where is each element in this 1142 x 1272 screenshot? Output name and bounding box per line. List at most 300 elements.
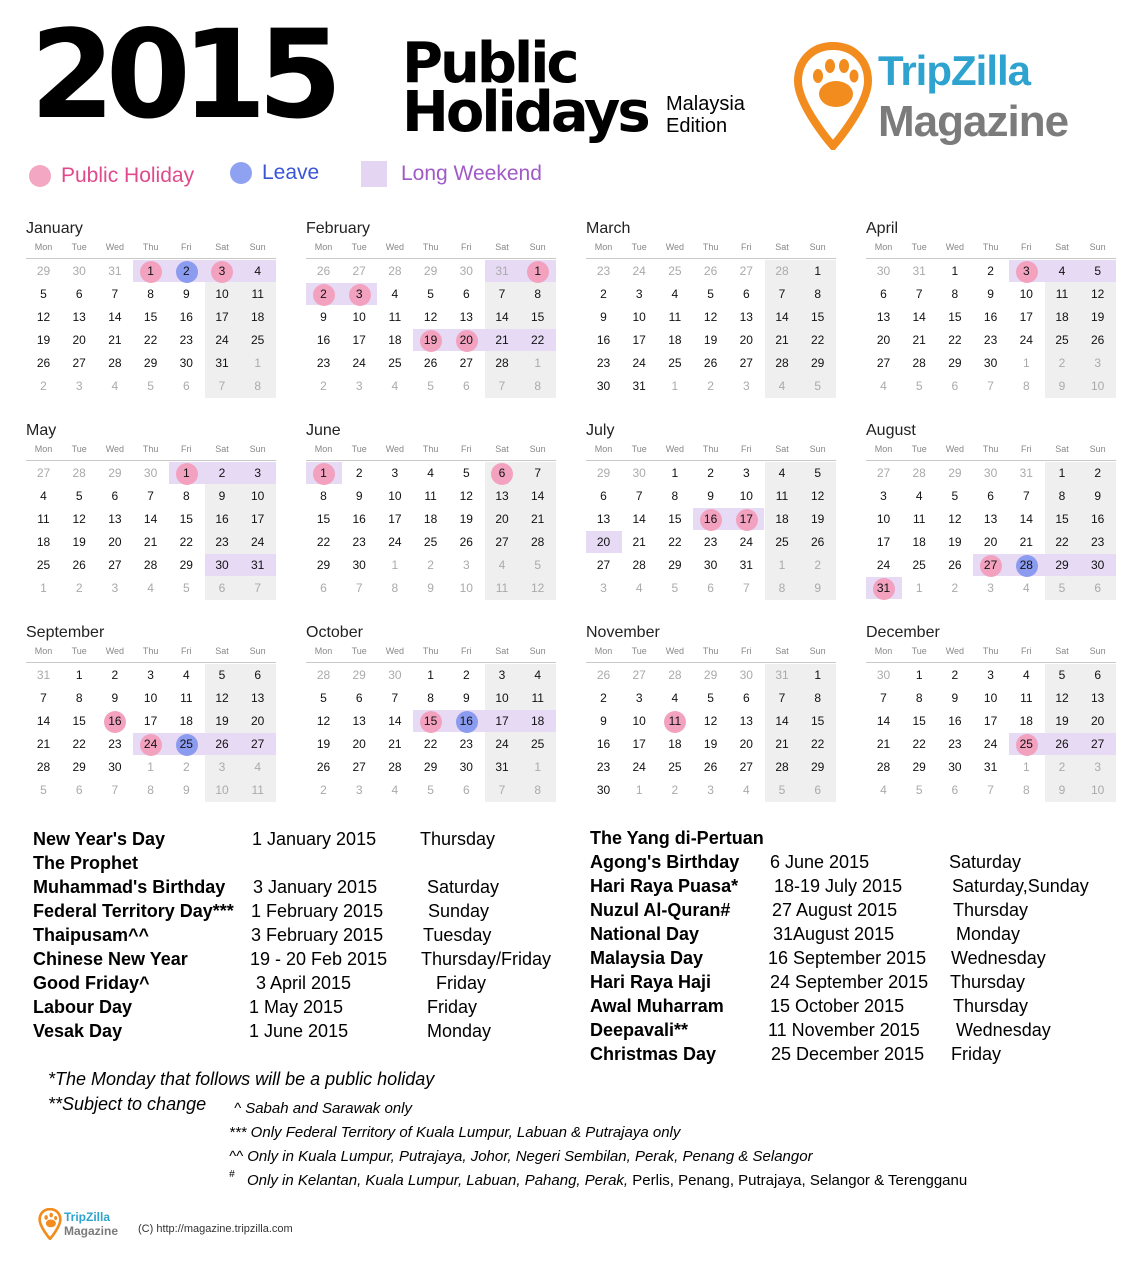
day-cell: 13 xyxy=(108,512,122,526)
day-cell: 1 xyxy=(915,581,923,595)
day-cell: 8 xyxy=(147,783,154,797)
weekday-label: Tue xyxy=(631,242,647,252)
day-cell: 16 xyxy=(596,333,611,347)
day-cell: 6 xyxy=(462,379,470,393)
day-cell: 6 xyxy=(218,581,226,595)
day-cell: 6 xyxy=(462,783,470,797)
legend-label: Public Holiday xyxy=(61,164,195,187)
day-cell: 11 xyxy=(495,581,509,595)
day-cell: 1 xyxy=(534,760,542,774)
day-cell: 6 xyxy=(707,581,714,595)
day-cell: 27 xyxy=(251,737,265,751)
day-cell: 31 xyxy=(251,558,265,572)
day-cell: 31 xyxy=(912,264,926,278)
day-cell: 24 xyxy=(1019,333,1033,347)
day-cell: 6 xyxy=(1094,668,1102,682)
day-cell: 12 xyxy=(459,489,473,503)
day-cell: 28 xyxy=(876,760,891,774)
weekday-label: Thu xyxy=(142,444,159,454)
day-cell: 28 xyxy=(912,466,926,480)
day-cell: 25 xyxy=(668,760,682,774)
weekday-label: Fri xyxy=(1021,646,1032,656)
day-cell: 4 xyxy=(671,691,679,705)
day-cell: 24 xyxy=(632,760,646,774)
day-cell: 7 xyxy=(987,379,994,393)
note-federal: *** Only Federal Territory of Kuala Lumpur, Labuan & Putrajaya only xyxy=(229,1124,681,1141)
day-cell: 5 xyxy=(915,379,923,393)
day-cell: 29 xyxy=(316,558,331,572)
weekday-label: Fri xyxy=(181,646,192,656)
day-cell: 4 xyxy=(111,379,119,393)
weekday-label: Tue xyxy=(351,646,367,656)
day-cell: 11 xyxy=(1055,287,1069,301)
day-cell: 5 xyxy=(915,783,923,797)
day-cell: 25 xyxy=(36,558,51,572)
month-name: May xyxy=(26,422,57,439)
holiday-name: New Year's Day xyxy=(33,829,166,849)
day-cell: 21 xyxy=(36,737,51,751)
day-cell: 4 xyxy=(427,466,434,480)
day-cell: 3 xyxy=(880,489,887,503)
weekday-label: Fri xyxy=(461,444,472,454)
day-cell: 15 xyxy=(423,714,438,728)
day-cell: 23 xyxy=(215,535,229,549)
day-cell: 8 xyxy=(534,379,542,393)
day-cell: 15 xyxy=(1055,512,1069,526)
weekday-label: Sat xyxy=(495,646,509,656)
day-cell: 21 xyxy=(108,333,122,347)
day-cell: 15 xyxy=(811,310,825,324)
day-cell: 22 xyxy=(811,333,825,347)
day-cell: 3 xyxy=(147,668,154,682)
month-name: January xyxy=(26,220,83,237)
month-january xyxy=(26,220,276,400)
day-cell: 12 xyxy=(316,714,331,728)
day-cell: 3 xyxy=(254,466,262,480)
day-cell: 15 xyxy=(811,714,825,728)
day-cell: 27 xyxy=(739,356,753,370)
day-cell: 26 xyxy=(948,558,962,572)
day-cell: 13 xyxy=(739,714,753,728)
day-cell: 19 xyxy=(1055,714,1069,728)
day-cell: 12 xyxy=(215,691,229,705)
day-cell: 18 xyxy=(1019,714,1033,728)
holiday-date: 18-19 July 2015 xyxy=(774,876,903,896)
day-cell: 28 xyxy=(632,558,646,572)
day-cell: 29 xyxy=(668,558,682,572)
day-cell: 7 xyxy=(880,691,887,705)
day-cell: 13 xyxy=(1091,691,1105,705)
day-cell: 8 xyxy=(534,287,542,301)
holiday-weekday: Thursday xyxy=(420,829,496,849)
day-cell: 11 xyxy=(668,714,682,728)
day-cell: 27 xyxy=(72,356,86,370)
holiday-weekday: Thursday/Friday xyxy=(421,949,552,969)
day-cell: 4 xyxy=(1058,264,1066,278)
day-cell: 4 xyxy=(880,379,887,393)
day-cell: 16 xyxy=(179,310,193,324)
weekday-label: Thu xyxy=(982,444,999,454)
day-cell: 7 xyxy=(987,783,994,797)
weekday-label: Sun xyxy=(529,646,546,656)
day-cell: 30 xyxy=(983,466,998,480)
day-cell: 1 xyxy=(427,668,434,682)
day-cell: 31 xyxy=(495,760,509,774)
day-cell: 29 xyxy=(811,356,825,370)
day-cell: 12 xyxy=(1055,691,1069,705)
weekday-label: Fri xyxy=(461,242,472,252)
day-cell: 8 xyxy=(75,691,83,705)
header-divider xyxy=(586,662,836,663)
day-cell: 27 xyxy=(983,558,998,572)
day-cell: 7 xyxy=(534,466,542,480)
day-cell: 5 xyxy=(534,558,542,572)
day-cell: 18 xyxy=(531,714,545,728)
day-cell: 21 xyxy=(775,333,789,347)
weekday-label: Sun xyxy=(809,646,826,656)
day-cell: 3 xyxy=(462,558,470,572)
weekday-label: Thu xyxy=(702,242,719,252)
day-cell: 31 xyxy=(739,558,753,572)
legend-label: Long Weekend xyxy=(401,162,542,185)
day-cell: 4 xyxy=(498,558,506,572)
day-cell: 25 xyxy=(423,535,438,549)
day-cell: 31 xyxy=(108,264,122,278)
day-cell: 27 xyxy=(352,264,366,278)
day-cell: 30 xyxy=(459,264,473,278)
holiday-date: 27 August 2015 xyxy=(772,900,898,920)
day-cell: 29 xyxy=(703,668,718,682)
holiday-date: 6 June 2015 xyxy=(770,852,870,872)
edition-country: Malaysia xyxy=(666,93,745,115)
day-cell: 16 xyxy=(352,512,366,526)
legend-label: Leave xyxy=(262,161,320,184)
day-cell: 19 xyxy=(459,512,473,526)
day-cell: 10 xyxy=(1091,379,1105,393)
day-cell: 13 xyxy=(983,512,998,526)
day-cell: 23 xyxy=(703,535,718,549)
header-divider xyxy=(26,662,276,663)
holiday-name: Nuzul Al-Quran# xyxy=(590,900,731,920)
weekday-label: Wed xyxy=(665,646,685,656)
day-cell: 9 xyxy=(182,287,190,301)
day-cell: 1 xyxy=(147,760,154,774)
header-divider xyxy=(26,460,276,461)
holiday-date: 11 November 2015 xyxy=(768,1020,920,1040)
day-cell: 26 xyxy=(1091,333,1105,347)
weekday-label: Thu xyxy=(982,242,999,252)
day-cell: 25 xyxy=(775,535,789,549)
day-cell: 10 xyxy=(143,691,158,705)
day-cell: 2 xyxy=(320,287,327,301)
day-cell: 14 xyxy=(775,310,789,324)
day-cell: 29 xyxy=(948,356,962,370)
weekday-label: Sun xyxy=(249,444,266,454)
weekday-label: Sat xyxy=(1055,242,1069,252)
day-cell: 1 xyxy=(391,558,399,572)
day-cell: 27 xyxy=(876,466,891,480)
day-cell: 30 xyxy=(1091,558,1105,572)
day-cell: 11 xyxy=(251,783,264,797)
weekday-header xyxy=(306,242,556,256)
holiday-date: 3 April 2015 xyxy=(256,973,352,993)
day-cell: 9 xyxy=(987,287,994,301)
day-cell: 31 xyxy=(775,668,789,682)
day-cell: 26 xyxy=(1055,737,1069,751)
day-cell: 1 xyxy=(1058,466,1066,480)
weekday-header xyxy=(306,444,556,458)
weekday-label: Tue xyxy=(351,242,367,252)
day-cell: 16 xyxy=(108,714,122,728)
day-cell: 3 xyxy=(498,668,506,682)
day-cell: 5 xyxy=(427,287,434,301)
day-cell: 2 xyxy=(111,668,119,682)
day-cell: 23 xyxy=(352,535,366,549)
day-cell: 9 xyxy=(111,691,119,705)
day-cell: 6 xyxy=(814,783,822,797)
day-cell: 3 xyxy=(111,581,119,595)
day-cell: 9 xyxy=(462,691,470,705)
weekday-label: Sun xyxy=(249,242,266,252)
day-cell: 1 xyxy=(635,783,643,797)
day-cell: 10 xyxy=(739,489,753,503)
day-cell: 7 xyxy=(915,287,923,301)
day-cell: 30 xyxy=(215,558,229,572)
day-cell: 8 xyxy=(1022,379,1030,393)
day-cell: 18 xyxy=(423,512,438,526)
holiday-name: Thaipusam^^ xyxy=(33,925,150,945)
day-cell: 11 xyxy=(912,512,926,526)
day-cell: 19 xyxy=(703,333,718,347)
day-cell: 19 xyxy=(316,737,331,751)
day-cell: 29 xyxy=(811,760,825,774)
footer-logo-text-tripzilla: TripZilla xyxy=(64,1210,111,1224)
day-cell: 7 xyxy=(498,287,506,301)
weekday-label: Sat xyxy=(1055,444,1069,454)
weekday-label: Mon xyxy=(314,242,333,252)
note-nuzul xyxy=(247,1173,967,1188)
day-cell: 21 xyxy=(495,333,509,347)
day-cell: 30 xyxy=(703,558,718,572)
weekday-label: Tue xyxy=(911,444,927,454)
day-cell: 2 xyxy=(1094,466,1102,480)
day-cell: 5 xyxy=(814,466,822,480)
day-cell: 6 xyxy=(742,691,750,705)
day-cell: 20 xyxy=(352,737,366,751)
day-cell: 2 xyxy=(427,558,434,572)
month-may xyxy=(26,422,276,602)
day-cell: 20 xyxy=(596,535,611,549)
note-nuzul-mark: # xyxy=(229,1169,235,1180)
header-divider xyxy=(306,460,556,461)
day-cell: 6 xyxy=(600,489,607,503)
day-cell: 9 xyxy=(707,489,714,503)
day-cell: 11 xyxy=(775,489,789,503)
day-cell: 6 xyxy=(498,466,506,480)
day-cell: 16 xyxy=(596,737,611,751)
day-cell: 4 xyxy=(880,783,887,797)
legend-long-weekend xyxy=(361,161,542,187)
day-cell: 24 xyxy=(143,737,158,751)
weekday-label: Sun xyxy=(1089,242,1106,252)
day-cell: 4 xyxy=(671,287,679,301)
day-cell: 28 xyxy=(388,760,402,774)
holiday-weekday: Wednesday xyxy=(951,948,1046,968)
day-cell: 8 xyxy=(1022,783,1030,797)
day-cell: 6 xyxy=(951,379,959,393)
day-cell: 7 xyxy=(778,287,786,301)
tripzilla-logo xyxy=(794,42,1084,152)
day-cell: 9 xyxy=(814,581,822,595)
legend-leave xyxy=(230,161,319,185)
day-cell: 29 xyxy=(36,264,51,278)
day-cell: 10 xyxy=(215,287,229,301)
day-cell: 7 xyxy=(498,379,506,393)
day-cell: 14 xyxy=(632,512,646,526)
day-cell: 30 xyxy=(876,668,891,682)
day-cell: 14 xyxy=(876,714,891,728)
weekday-label: Wed xyxy=(385,646,405,656)
day-cell: 6 xyxy=(182,379,190,393)
day-cell: 3 xyxy=(1094,760,1102,774)
day-cell: 22 xyxy=(72,737,86,751)
day-cell: 22 xyxy=(1055,535,1069,549)
day-cell: 7 xyxy=(391,691,399,705)
month-march xyxy=(586,220,836,400)
header-divider xyxy=(586,460,836,461)
holiday-date: 1 February 2015 xyxy=(251,901,384,921)
weekday-label: Sun xyxy=(529,444,546,454)
weekday-header xyxy=(306,646,556,660)
holiday-name: Christmas Day xyxy=(590,1044,717,1064)
day-cell: 4 xyxy=(182,668,190,682)
day-cell: 5 xyxy=(75,489,83,503)
weekday-label: Sat xyxy=(215,444,229,454)
day-cell: 4 xyxy=(778,466,786,480)
day-cell: 9 xyxy=(1094,489,1102,503)
day-cell: 27 xyxy=(739,264,753,278)
day-cell: 2 xyxy=(182,760,190,774)
weekday-label: Fri xyxy=(741,242,752,252)
day-cell: 8 xyxy=(1058,489,1066,503)
weekday-label: Tue xyxy=(71,242,87,252)
month-november xyxy=(586,624,836,804)
logo-text-tripzilla: TripZilla xyxy=(878,47,1031,94)
day-cell: 7 xyxy=(635,489,643,503)
month-april xyxy=(866,220,1116,400)
day-cell: 11 xyxy=(180,691,193,705)
day-cell: 2 xyxy=(707,466,714,480)
day-cell: 31 xyxy=(876,581,891,595)
holiday-weekday: Friday xyxy=(427,997,478,1017)
day-cell: 22 xyxy=(811,737,825,751)
day-cell: 26 xyxy=(811,535,825,549)
day-cell: 17 xyxy=(215,310,229,324)
day-cell: 24 xyxy=(632,264,646,278)
header-divider xyxy=(306,258,556,259)
legend-dot-public-holiday xyxy=(29,165,51,187)
day-cell: 20 xyxy=(251,714,265,728)
day-cell: 7 xyxy=(742,581,750,595)
day-cell: 15 xyxy=(179,512,193,526)
day-cell: 15 xyxy=(143,310,158,324)
day-cell: 20 xyxy=(983,535,998,549)
day-cell: 18 xyxy=(668,737,682,751)
day-cell: 7 xyxy=(355,581,363,595)
day-cell: 26 xyxy=(703,264,718,278)
day-cell: 8 xyxy=(254,379,262,393)
day-cell: 30 xyxy=(948,760,962,774)
day-cell: 4 xyxy=(778,379,786,393)
weekday-label: Sat xyxy=(495,242,509,252)
weekday-label: Wed xyxy=(945,242,965,252)
day-cell: 7 xyxy=(111,287,119,301)
weekday-label: Fri xyxy=(181,444,192,454)
month-june xyxy=(306,422,556,602)
weekday-label: Mon xyxy=(314,646,333,656)
day-cell: 31 xyxy=(1019,466,1033,480)
holiday-date: 15 October 2015 xyxy=(770,996,905,1016)
day-cell: 15 xyxy=(948,310,962,324)
holiday-weekday: Sunday xyxy=(428,901,490,921)
day-cell: 4 xyxy=(534,668,542,682)
day-cell: 22 xyxy=(423,737,438,751)
day-cell: 6 xyxy=(880,287,887,301)
day-cell: 5 xyxy=(1058,581,1066,595)
holiday-date: 3 January 2015 xyxy=(253,877,378,897)
day-cell: 28 xyxy=(775,760,789,774)
day-cell: 23 xyxy=(596,356,611,370)
day-cell: 3 xyxy=(218,264,226,278)
day-cell: 31 xyxy=(632,379,646,393)
day-cell: 16 xyxy=(703,512,718,526)
day-cell: 1 xyxy=(778,558,786,572)
day-cell: 1 xyxy=(182,466,190,480)
day-cell: 28 xyxy=(668,668,682,682)
day-cell: 22 xyxy=(179,535,193,549)
weekday-label: Mon xyxy=(594,242,613,252)
day-cell: 2 xyxy=(987,264,994,278)
day-cell: 29 xyxy=(596,466,611,480)
day-cell: 3 xyxy=(635,287,643,301)
weekday-label: Wed xyxy=(105,646,125,656)
day-cell: 8 xyxy=(320,489,327,503)
day-cell: 27 xyxy=(108,558,122,572)
day-cell: 28 xyxy=(143,558,158,572)
day-cell: 2 xyxy=(1058,760,1066,774)
day-cell: 9 xyxy=(600,310,607,324)
day-cell: 9 xyxy=(320,310,327,324)
holiday-weekday: Saturday xyxy=(949,852,1022,872)
weekday-label: Fri xyxy=(181,242,192,252)
weekday-label: Thu xyxy=(142,242,159,252)
month-december xyxy=(866,624,1116,804)
day-cell: 8 xyxy=(427,691,434,705)
day-cell: 3 xyxy=(987,581,994,595)
day-cell: 11 xyxy=(531,691,544,705)
holiday-weekday: Tuesday xyxy=(423,925,492,945)
holiday-name: Agong's Birthday xyxy=(590,852,740,872)
day-cell: 19 xyxy=(72,535,86,549)
weekday-label: Sun xyxy=(809,242,826,252)
day-cell: 10 xyxy=(352,310,366,324)
day-cell: 6 xyxy=(951,783,959,797)
day-cell: 22 xyxy=(948,333,962,347)
weekday-label: Sun xyxy=(809,444,826,454)
day-cell: 17 xyxy=(352,333,366,347)
weekday-header xyxy=(26,646,276,660)
day-cell: 30 xyxy=(983,356,998,370)
